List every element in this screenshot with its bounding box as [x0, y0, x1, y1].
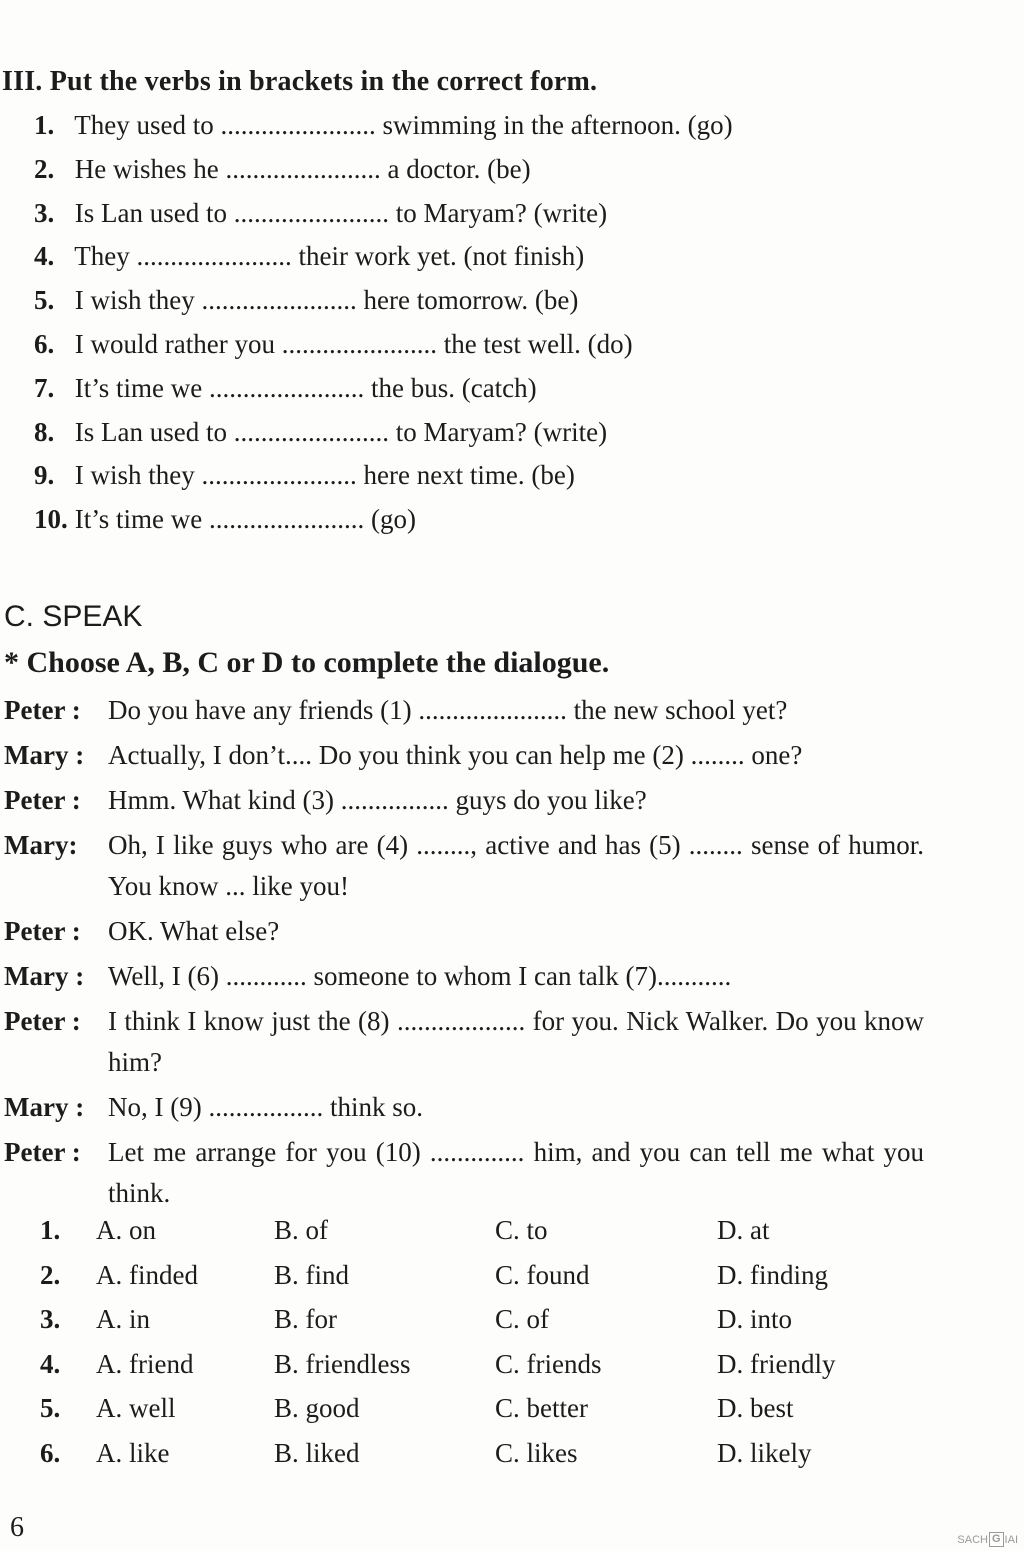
item-text: They ....................... their work yet. (not finish) — [74, 241, 585, 272]
exercise-item — [34, 192, 934, 236]
option-d: D. into — [717, 1304, 793, 1335]
option-row — [40, 1342, 920, 1387]
exercise-title: III. Put the verbs in brackets in the correct form. — [2, 66, 598, 97]
option-number: 6. — [40, 1437, 61, 1468]
speaker-label: Peter : — [4, 916, 81, 946]
item-text: I would rather you ....................... the test well. (do) — [74, 328, 633, 359]
exercise-item — [34, 148, 934, 192]
option-b: B. find — [274, 1259, 350, 1290]
exercise-item — [34, 498, 934, 542]
exercise-item — [34, 104, 934, 148]
exercise-item — [34, 411, 934, 455]
option-c: C. found — [495, 1259, 590, 1290]
answer-options — [40, 1208, 920, 1476]
option-number: 2. — [40, 1259, 61, 1290]
option-row — [40, 1386, 920, 1431]
dialogue-line — [4, 1087, 924, 1128]
dialogue-text: Well, I (6) ............ someone to whom I can talk (7)........... — [108, 961, 732, 991]
option-row — [40, 1297, 920, 1342]
option-a: A. in — [96, 1304, 150, 1335]
dialogue-line — [4, 735, 924, 776]
dialogue-line — [4, 780, 924, 821]
option-b: B. liked — [274, 1437, 360, 1468]
option-a: A. well — [96, 1393, 176, 1424]
item-text: It’s time we ....................... the bus. (catch) — [74, 372, 537, 403]
option-a: A. friend — [96, 1348, 194, 1379]
dialogue-line — [4, 825, 924, 907]
watermark-text-right: IAI — [1004, 1533, 1018, 1546]
item-number: 7. — [34, 372, 55, 403]
dialogue-text: Hmm. What kind (3) ................ guys do you like? — [108, 785, 647, 815]
item-text: They used to ....................... swimming in the afternoon. (go) — [74, 110, 733, 140]
dialogue-text: I think I know just the (8) ................... for you. Nick Walker. Do you know him? — [108, 1006, 924, 1077]
option-c: C. of — [495, 1304, 549, 1335]
speaker-label: Peter : — [4, 695, 81, 725]
option-c: C. to — [495, 1215, 548, 1245]
dialogue-text: Let me arrange for you (10) .............. him, and you can tell me what you think. — [108, 1137, 924, 1208]
option-c: C. friends — [495, 1348, 602, 1379]
watermark-box: G — [989, 1532, 1004, 1547]
speaker-label: Mary : — [4, 961, 85, 991]
speaker-label: Peter : — [4, 785, 81, 815]
option-d: D. likely — [717, 1437, 812, 1468]
dialogue-text: OK. What else? — [108, 916, 280, 946]
dialogue-line — [4, 911, 924, 952]
item-number: 9. — [34, 460, 55, 491]
speaker-label: Mary: — [4, 830, 78, 860]
option-row — [40, 1253, 920, 1298]
option-c: C. better — [495, 1393, 588, 1424]
item-text: He wishes he ....................... a doctor. (be) — [74, 153, 531, 184]
speaker-label: Mary : — [4, 1092, 85, 1122]
page-number: 6 — [10, 1512, 24, 1543]
exercise-item — [34, 323, 934, 367]
dialogue-instruction: * Choose A, B, C or D to complete the dialogue. — [4, 646, 610, 679]
speaker-label: Peter : — [4, 1006, 81, 1036]
item-text: I wish they ....................... here next time. (be) — [74, 460, 575, 491]
option-d: D. friendly — [717, 1348, 836, 1379]
option-row — [40, 1431, 920, 1476]
exercise-item — [34, 454, 934, 498]
item-number: 2. — [34, 153, 55, 184]
item-text: I wish they ....................... here tomorrow. (be) — [74, 285, 579, 316]
watermark-logo — [957, 1532, 1018, 1547]
option-a: A. finded — [96, 1259, 198, 1290]
item-number: 5. — [34, 285, 55, 316]
option-number: 5. — [40, 1393, 61, 1424]
speaker-label: Peter : — [4, 1137, 81, 1167]
dialogue-text: Actually, I don’t.... Do you think you can help me (2) ........ one? — [108, 740, 803, 770]
item-number: 6. — [34, 328, 55, 359]
option-b: B. good — [274, 1393, 360, 1424]
dialogue-text: Do you have any friends (1) ...................... the new school yet? — [108, 695, 788, 725]
item-text: It’s time we ....................... (go) — [74, 504, 416, 535]
exercise-item — [34, 279, 934, 323]
dialogue-line — [4, 690, 924, 731]
dialogue — [4, 690, 924, 1218]
option-c: C. likes — [495, 1437, 578, 1468]
item-number: 10. — [34, 504, 68, 535]
item-text: Is Lan used to ....................... to Maryam? (write) — [74, 416, 608, 447]
option-d: D. best — [717, 1393, 794, 1424]
option-a: A. like — [96, 1437, 170, 1468]
option-number: 1. — [40, 1215, 61, 1245]
speaker-label: Mary : — [4, 740, 85, 770]
option-b: B. friendless — [274, 1348, 411, 1379]
exercise-item — [34, 235, 934, 279]
option-number: 4. — [40, 1348, 61, 1379]
exercise-item — [34, 367, 934, 411]
dialogue-line — [4, 1001, 924, 1083]
option-d: D. finding — [717, 1259, 828, 1290]
item-number: 4. — [34, 241, 55, 272]
option-row — [40, 1208, 920, 1253]
item-text: Is Lan used to ....................... to Maryam? (write) — [74, 197, 608, 228]
item-number: 8. — [34, 416, 55, 447]
dialogue-text: No, I (9) ................. think so. — [108, 1092, 423, 1122]
dialogue-text: Oh, I like guys who are (4) ........, active and has (5) ........ sense of humor. You know ... like you! — [108, 830, 924, 901]
speak-heading: C. SPEAK — [4, 600, 143, 633]
dialogue-line — [4, 1132, 924, 1214]
option-number: 3. — [40, 1304, 61, 1335]
item-number: 1. — [34, 110, 55, 140]
option-b: B. for — [274, 1304, 337, 1335]
option-d: D. at — [717, 1215, 770, 1245]
dialogue-line — [4, 956, 924, 997]
item-number: 3. — [34, 197, 55, 228]
exercise-list — [34, 104, 934, 542]
watermark-text-left: SACH — [957, 1533, 988, 1546]
option-a: A. on — [96, 1215, 156, 1245]
option-b: B. of — [274, 1215, 328, 1245]
